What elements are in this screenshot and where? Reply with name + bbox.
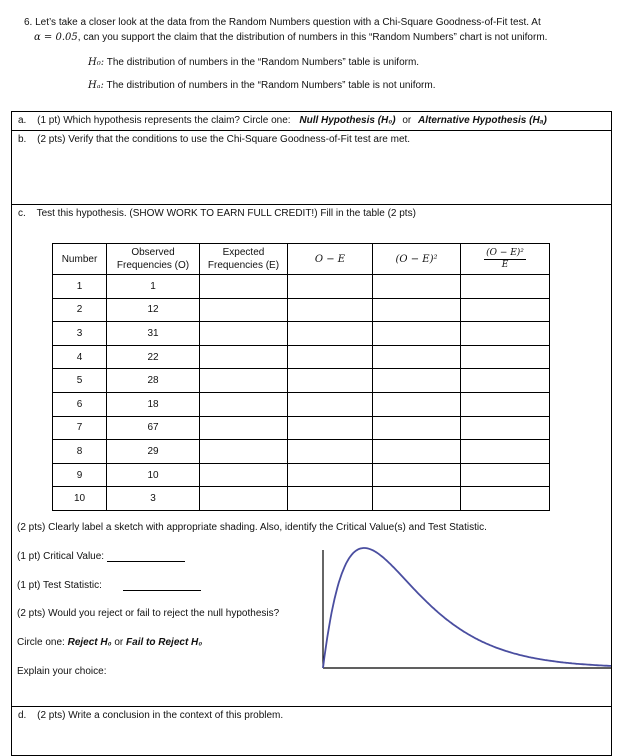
chi-square-curve	[323, 548, 611, 668]
table-row	[53, 298, 550, 322]
chi-component-cell[interactable]	[461, 487, 550, 511]
header-observed-line1: Observed	[131, 247, 175, 258]
table-row	[53, 416, 550, 440]
explain-label: Explain your choice:	[17, 666, 107, 677]
circle-one-label: Circle one:	[17, 637, 65, 648]
header-number: Number	[53, 244, 107, 275]
expected-cell[interactable]	[200, 345, 288, 369]
critical-value-row	[17, 551, 185, 562]
chi-component-cell[interactable]	[461, 440, 550, 464]
expected-cell[interactable]	[200, 416, 288, 440]
observed-cell: 67	[107, 416, 200, 440]
reject-question: (2 pts) Would you reject or fail to reject the null hypothesis?	[17, 608, 280, 619]
h0-text: The distribution of numbers in the “Random Numbers” table is uniform.	[104, 57, 420, 68]
header-expected-line2: Frequencies (E)	[207, 260, 280, 271]
chi-component-cell[interactable]	[461, 322, 550, 346]
reject-option[interactable]: Reject H₀	[67, 637, 112, 648]
sketch-instruction: (2 pts) Clearly label a sketch with appropriate shading. Also, identify the Critical Value(s) and Test Statistic.	[17, 522, 487, 533]
expected-cell[interactable]	[200, 463, 288, 487]
table-row	[53, 392, 550, 416]
or-text: or	[114, 637, 124, 648]
or-text: or	[402, 115, 412, 126]
number-cell: 9	[53, 463, 107, 487]
o-minus-e-squared-cell[interactable]	[373, 369, 461, 393]
number-cell: 7	[53, 416, 107, 440]
expected-cell[interactable]	[200, 275, 288, 299]
expected-cell[interactable]	[200, 298, 288, 322]
ha-text: The distribution of numbers in the “Random Numbers” table is not uniform.	[103, 80, 436, 91]
number-cell: 10	[53, 487, 107, 511]
observed-cell: 10	[107, 463, 200, 487]
number-cell: 1	[53, 275, 107, 299]
o-minus-e-cell[interactable]	[288, 487, 373, 511]
part-b-box	[11, 130, 612, 205]
table-row	[53, 463, 550, 487]
part-d-text: (2 pts) Write a conclusion in the context of this problem.	[37, 710, 284, 721]
number-cell: 5	[53, 369, 107, 393]
o-minus-e-squared-cell[interactable]	[373, 345, 461, 369]
observed-cell: 29	[107, 440, 200, 464]
number-cell: 8	[53, 440, 107, 464]
table-row	[53, 369, 550, 393]
o-minus-e-squared-cell[interactable]	[373, 440, 461, 464]
o-minus-e-cell[interactable]	[288, 345, 373, 369]
expected-cell[interactable]	[200, 369, 288, 393]
header-chi-component	[461, 244, 550, 275]
chi-denominator: E	[501, 259, 509, 270]
observed-cell: 28	[107, 369, 200, 393]
part-b	[18, 134, 410, 145]
o-minus-e-cell[interactable]	[288, 416, 373, 440]
o-minus-e-squared-cell[interactable]	[373, 463, 461, 487]
o-minus-e-squared-cell[interactable]	[373, 275, 461, 299]
alternative-hypothesis	[88, 80, 436, 91]
observed-cell: 18	[107, 392, 200, 416]
part-b-letter: b.	[18, 134, 27, 145]
o-minus-e-squared-cell[interactable]	[373, 416, 461, 440]
header-observed-line2: Frequencies (O)	[116, 260, 190, 271]
part-c-letter: c.	[18, 208, 26, 219]
o-minus-e-squared-cell[interactable]	[373, 322, 461, 346]
test-statistic-blank[interactable]	[123, 581, 201, 591]
o-minus-e-cell[interactable]	[288, 392, 373, 416]
header-o-minus-e-squared: (O − E)²	[373, 244, 461, 275]
test-statistic-row	[17, 580, 201, 591]
ha-label: Hₐ:	[88, 80, 104, 91]
chi-square-table	[52, 243, 550, 511]
header-o-minus-e: O − E	[288, 244, 373, 275]
number-cell: 4	[53, 345, 107, 369]
part-a-text: (1 pt) Which hypothesis represents the claim? Circle one:	[37, 115, 291, 126]
chi-component-cell[interactable]	[461, 416, 550, 440]
part-a	[18, 115, 547, 126]
expected-cell[interactable]	[200, 487, 288, 511]
number-cell: 6	[53, 392, 107, 416]
part-b-text: (2 pts) Verify that the conditions to use the Chi-Square Goodness-of-Fit test are met.	[37, 134, 411, 145]
observed-cell: 22	[107, 345, 200, 369]
part-d-box	[11, 706, 612, 756]
chi-component-cell[interactable]	[461, 463, 550, 487]
header-expected-line1: Expected	[222, 247, 265, 258]
o-minus-e-cell[interactable]	[288, 440, 373, 464]
observed-cell: 3	[107, 487, 200, 511]
table-header-row	[53, 244, 550, 275]
o-minus-e-cell[interactable]	[288, 463, 373, 487]
o-minus-e-cell[interactable]	[288, 322, 373, 346]
part-a-box	[11, 111, 612, 131]
o-minus-e-squared-cell[interactable]	[373, 392, 461, 416]
number-cell: 3	[53, 322, 107, 346]
chi-fraction	[484, 248, 526, 271]
table-row	[53, 487, 550, 511]
part-c	[18, 208, 416, 219]
header-observed	[107, 244, 200, 275]
part-d	[18, 710, 283, 721]
question-line-2	[34, 32, 547, 43]
chi-component-cell[interactable]	[461, 369, 550, 393]
observed-cell: 31	[107, 322, 200, 346]
expected-cell[interactable]	[200, 440, 288, 464]
observed-cell: 12	[107, 298, 200, 322]
table-row	[53, 440, 550, 464]
o-minus-e-cell[interactable]	[288, 298, 373, 322]
table-row	[53, 275, 550, 299]
table-row	[53, 322, 550, 346]
chi-square-sketch[interactable]	[318, 540, 613, 672]
null-hypothesis-option[interactable]: Null Hypothesis (H₀)	[299, 115, 396, 126]
o-minus-e-cell[interactable]	[288, 275, 373, 299]
fail-to-reject-option[interactable]: Fail to Reject H₀	[126, 637, 203, 648]
chi-component-cell[interactable]	[461, 275, 550, 299]
chi-numerator: (O − E)²	[486, 247, 524, 258]
o-minus-e-squared-cell[interactable]	[373, 298, 461, 322]
observed-cell: 1	[107, 275, 200, 299]
table-row	[53, 345, 550, 369]
chi-component-cell[interactable]	[461, 392, 550, 416]
part-a-letter: a.	[18, 115, 27, 126]
chi-component-cell[interactable]	[461, 345, 550, 369]
header-expected	[200, 244, 288, 275]
alpha-value: α = 0.05	[34, 32, 78, 43]
number-cell: 2	[53, 298, 107, 322]
o-minus-e-squared-cell[interactable]	[373, 487, 461, 511]
alternative-hypothesis-option[interactable]: Alternative Hypothesis (Hₐ)	[418, 115, 547, 126]
question-line-1: 6. Let’s take a closer look at the data from the Random Numbers question with a Chi-Square Goodness-of-Fit test. At	[24, 17, 541, 28]
expected-cell[interactable]	[200, 392, 288, 416]
question-line-2-text: , can you support the claim that the distribution of numbers in this “Random Numbers” chart is not uniform.	[77, 32, 548, 43]
critical-value-blank[interactable]	[107, 552, 185, 562]
circle-one-row	[17, 637, 202, 648]
expected-cell[interactable]	[200, 322, 288, 346]
part-d-letter: d.	[18, 710, 27, 721]
critical-value-label: (1 pt) Critical Value:	[17, 551, 105, 562]
chi-component-cell[interactable]	[461, 298, 550, 322]
part-c-text: Test this hypothesis. (SHOW WORK TO EARN FULL CREDIT!) Fill in the table (2 pts)	[36, 208, 416, 219]
null-hypothesis	[88, 57, 419, 68]
test-statistic-label: (1 pt) Test Statistic:	[17, 580, 102, 591]
o-minus-e-cell[interactable]	[288, 369, 373, 393]
h0-label: H₀:	[88, 57, 105, 68]
